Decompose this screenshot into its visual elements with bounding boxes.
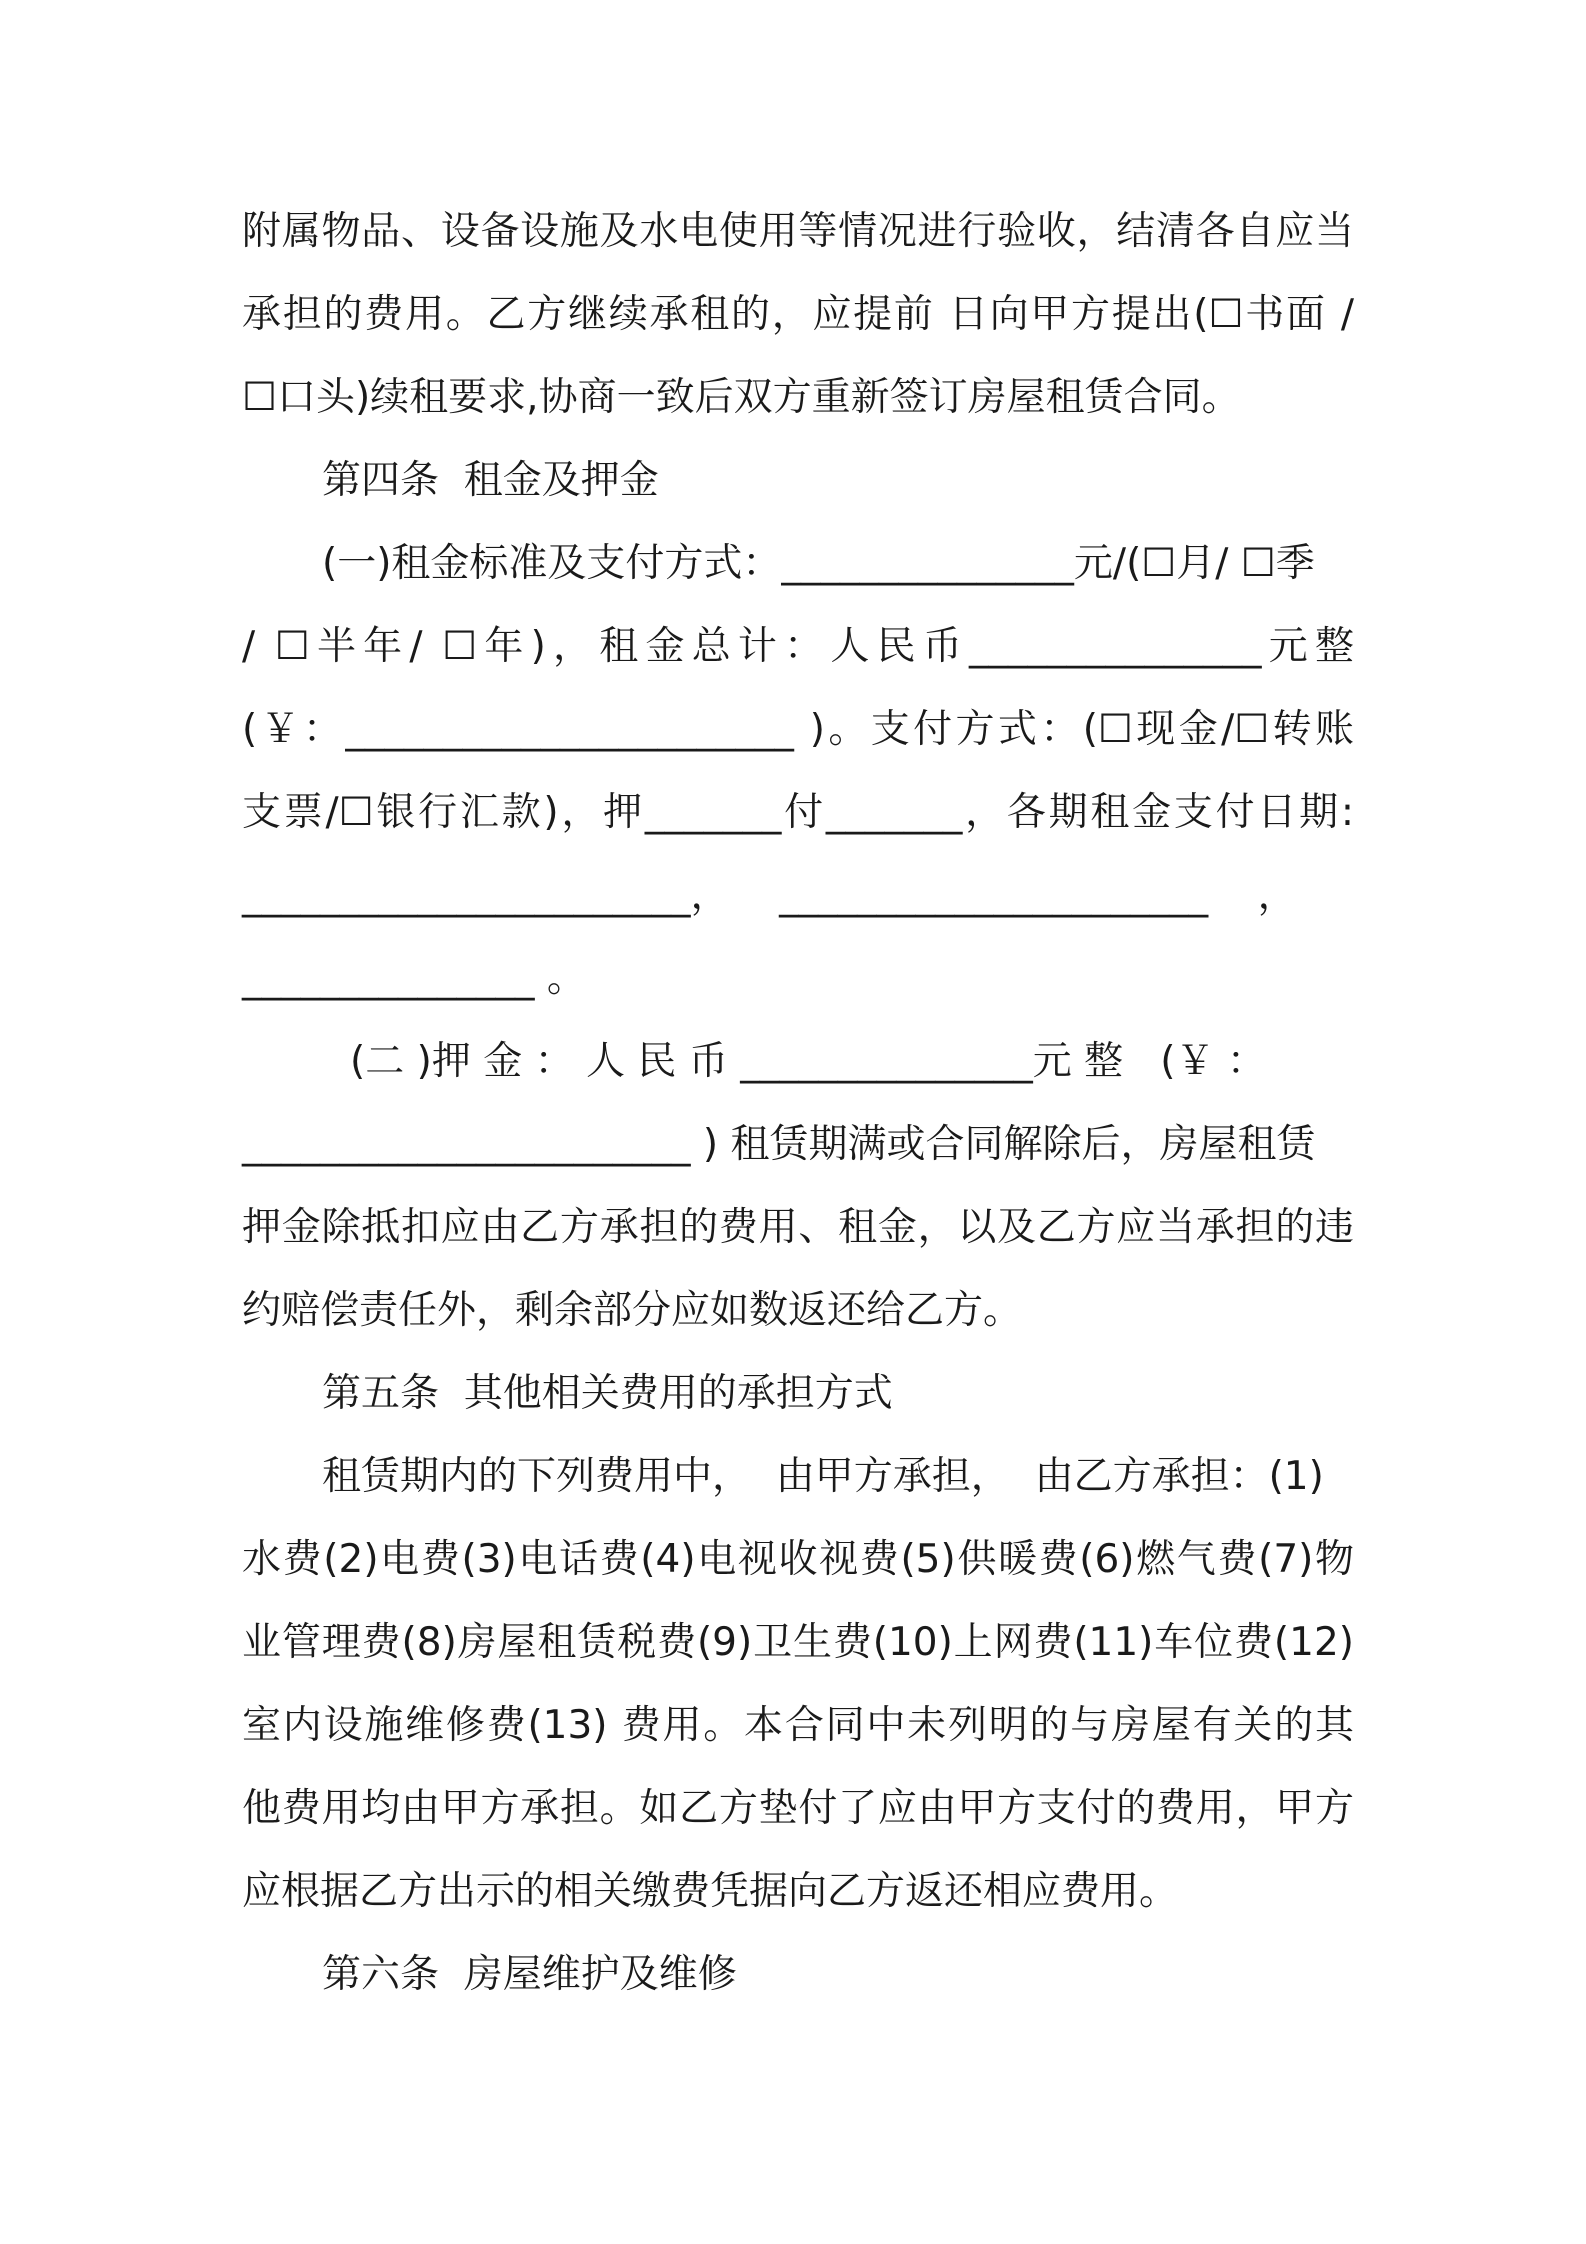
- text-line: 租赁期内的下列费用中， 由甲方承担， 由乙方承担：(1): [322, 1454, 1324, 1499]
- text-line: _______________ 。: [242, 956, 586, 1001]
- text-line: ☐口头)续租要求,协商一致后双方重新签订房屋租赁合同。: [242, 375, 1241, 420]
- text-line: 应根据乙方出示的相关缴费凭据向乙方返还相应费用。: [242, 1869, 1179, 1914]
- text-line: 约赔偿责任外，剩余部分应如数返还给乙方。: [242, 1288, 1023, 1333]
- text-line: 他费用均由甲方承担。如乙方垫付了应由甲方支付的费用，甲方: [242, 1786, 1354, 1831]
- text-line: _______________________ ) 租赁期满或合同解除后，房屋租赁: [242, 1122, 1316, 1167]
- text-line: _______________________， ______________________ ，: [242, 873, 1297, 918]
- text-line: (二 )押 金 ： 人 民 币 _______________元 整 (￥ ：: [350, 1039, 1266, 1084]
- text-line: (一)租金标准及支付方式：_______________元/(☐月/ ☐季: [322, 541, 1315, 586]
- text-line: 室内设施维修费(13) 费用。本合同中未列明的与房屋有关的其: [242, 1703, 1354, 1748]
- text-line: / ☐半年/ ☐年)，租金总计：人民币_______________元整: [242, 624, 1354, 669]
- section-heading: 第五条 其他相关费用的承担方式: [322, 1371, 893, 1416]
- text-line: (￥：_______________________ )。支付方式：(☐现金/☐转账: [242, 707, 1354, 752]
- section-heading: 第四条 租金及押金: [322, 458, 659, 503]
- text-line: 承担的费用。乙方继续承租的，应提前 日向甲方提出(☐书面 /: [242, 292, 1354, 337]
- text-line: 水费(2)电费(3)电话费(4)电视收视费(5)供暖费(6)燃气费(7)物: [242, 1537, 1354, 1582]
- text-line: 附属物品、设备设施及水电使用等情况进行验收，结清各自应当: [242, 209, 1354, 254]
- section-heading: 第六条 房屋维护及维修: [322, 1952, 737, 1997]
- text-line: 押金除抵扣应由乙方承担的费用、租金，以及乙方应当承担的违: [242, 1205, 1354, 1250]
- text-line: 业管理费(8)房屋租赁税费(9)卫生费(10)上网费(11)车位费(12): [242, 1620, 1354, 1665]
- text-line: 支票/☐银行汇款)，押_______付_______，各期租金支付日期:: [242, 790, 1354, 835]
